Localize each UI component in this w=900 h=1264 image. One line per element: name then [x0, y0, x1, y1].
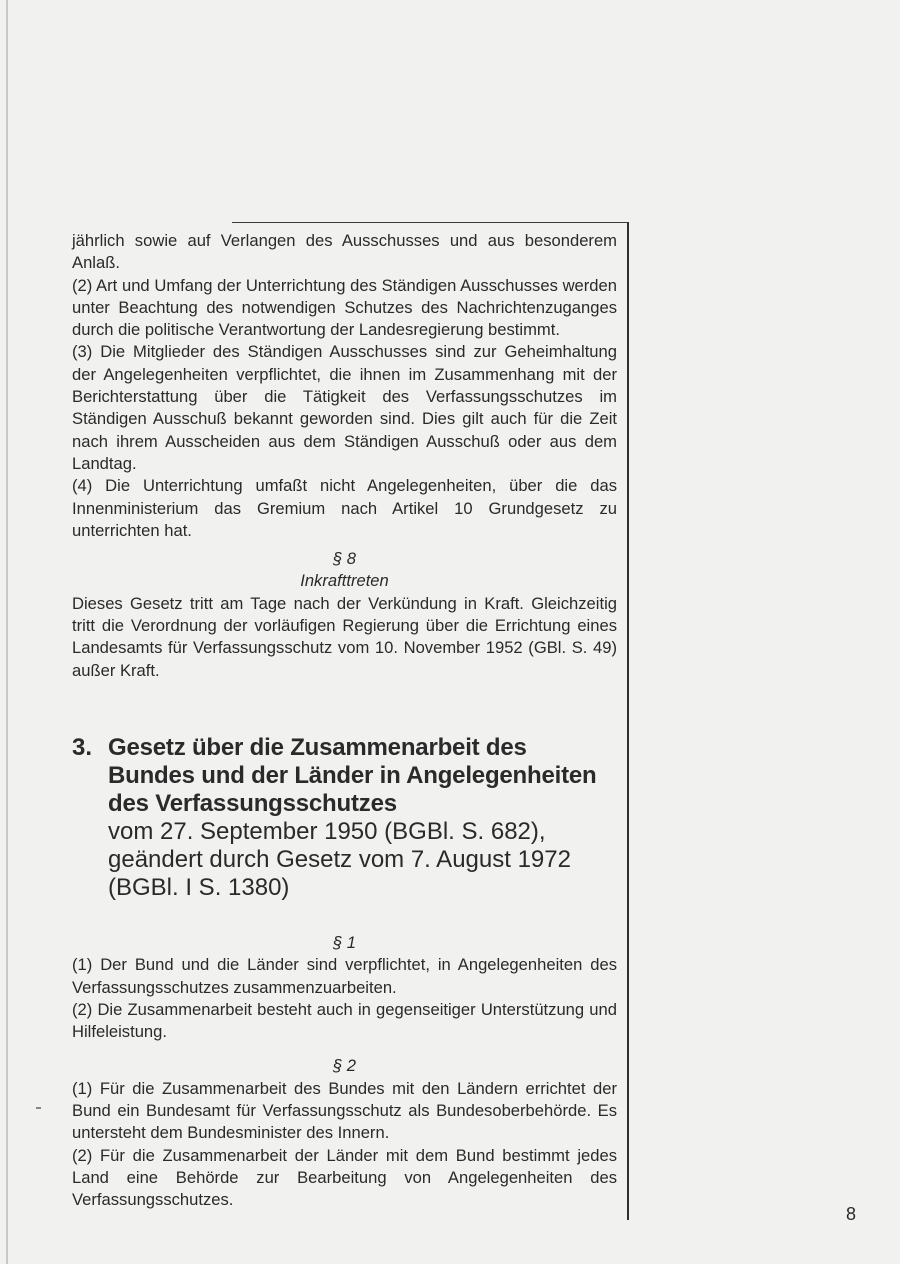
paragraph-continued: jährlich sowie auf Verlangen des Ausschusses und aus besonderem Anlaß. — [72, 231, 617, 273]
law-number: 3. — [72, 733, 93, 761]
section-8-title: Inkrafttreten — [300, 571, 389, 591]
law-subtitle: vom 27. September 1950 (BGBl. S. 682), geändert durch Gesetz vom 7. August 1972 (BGBl. I S. 1380) — [108, 817, 571, 901]
paragraph-3: (3) Die Mitglieder des Ständigen Ausschusses sind zur Geheimhaltung der Angelegenheiten verpflichtet, die ihnen im Zusammenhang mit der Berichterstattung über die Tätigkeit des Verfassungsschutzes im Ständigen Ausschuß bekannt geworden sind. Dies gilt auch für die Zeit nach ihrem Ausscheiden aus dem Ständigen Ausschuß oder aus dem Landtag. — [72, 342, 617, 473]
section-8-label: § 8 — [332, 549, 357, 569]
section-2-label: § 2 — [332, 1056, 357, 1076]
paragraph-4: (4) Die Unterrichtung umfaßt nicht Angelegenheiten, über die das Innenministerium das Gremium nach Artikel 10 Grundgesetz zu unterrichten hat. — [72, 476, 617, 540]
law-heading — [72, 734, 617, 902]
page-number: 8 — [846, 1204, 857, 1224]
text-column — [72, 230, 617, 1212]
section-1-paragraph-2: (2) Die Zusammenarbeit besteht auch in gegenseitiger Unterstützung und Hilfeleistung. — [72, 999, 617, 1042]
page-edge-shadow — [6, 0, 8, 1264]
section-2-paragraph-2: (2) Für die Zusammenarbeit der Länder mit dem Bund bestimmt jedes Land eine Behörde zur Bearbeitung von Angelegenheiten des Verfassungsschutzes. — [72, 1145, 617, 1210]
law-title: Gesetz über die Zusammenarbeit des Bundes und der Länder in Angelegenheiten des Verfassungsschutzes — [108, 733, 597, 817]
right-column-rule — [627, 222, 629, 1220]
scan-speck — [36, 1107, 41, 1109]
section-8-text: Dieses Gesetz tritt am Tage nach der Verkündung in Kraft. Gleichzeitig tritt die Verordnung der vorläufigen Regierung über die Errichtung eines Landesamts für Verfassungsschutz vom 10. November 1952 (GBl. S. 49) außer Kraft. — [72, 593, 617, 680]
top-rule — [232, 222, 628, 223]
section-1-paragraph-1: (1) Der Bund und die Länder sind verpflichtet, in Angelegenheiten des Verfassungsschutzes zusammenzuarbeiten. — [72, 955, 617, 997]
section-1-label: § 1 — [332, 932, 357, 952]
paragraph-2: (2) Art und Umfang der Unterrichtung des Ständigen Ausschusses werden unter Beachtung des notwendigen Schutzes des Nachrichtenzuganges durch die politische Verantwortung der Landesregierung bestimmt. — [72, 275, 617, 340]
section-2-paragraph-1: (1) Für die Zusammenarbeit des Bundes mit den Ländern errichtet der Bund ein Bundesamt für Verfassungsschutz als Bundesoberbehörde. Es untersteht dem Bundesminister des Innern. — [72, 1078, 617, 1143]
